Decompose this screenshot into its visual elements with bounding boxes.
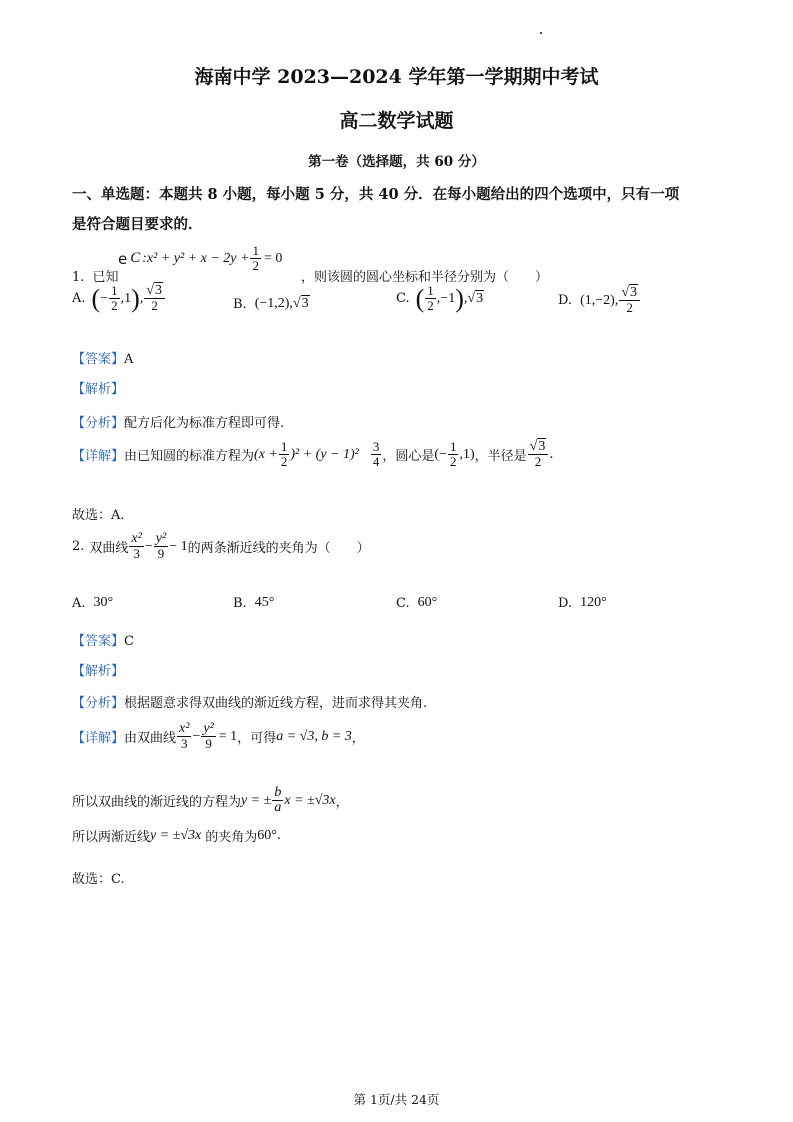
q1-detail-eq2: )² + (y − 1)²: [290, 446, 359, 462]
q1-known: 已知: [92, 270, 119, 285]
q1-d-radius-den: 2: [626, 300, 633, 315]
q2-choose: 故选：C.: [72, 872, 125, 887]
q1-detail-center-frac: [448, 440, 459, 469]
q2-detail-text-b: ，可得: [237, 731, 277, 746]
section-heading-line1: 一、单选题：本题共 8 小题，每小题 5 分，共 40 分．在每小题给出的四个选项中，只有一项: [72, 186, 680, 203]
q2-detail-x-num: x²: [179, 721, 190, 736]
q1-c-lparen: (: [415, 283, 425, 313]
q2-number: 2.: [72, 539, 85, 554]
q2-detail: [72, 722, 365, 751]
q1-detail-center-tail: ,1): [459, 446, 475, 462]
exam-subtitle: 高二数学试题: [339, 110, 454, 132]
q2-line3-eq: y = ±√3x: [150, 827, 202, 843]
q1-a-radius-den: 2: [151, 298, 158, 313]
q1-a-frac-num: 1: [111, 283, 118, 298]
q2-detail-frac-y: [201, 722, 215, 751]
q1-a-radius-num: √3: [144, 284, 165, 299]
q2-frac-y-num: y²: [155, 531, 167, 546]
q2-line2-b: b: [274, 785, 282, 800]
q1-a-y: ,1: [120, 290, 132, 306]
q1-option-d-label: D.: [558, 293, 573, 308]
q2-detail-x-den: 3: [180, 736, 188, 751]
q1-b-radius: √3: [292, 296, 309, 311]
q1-c-frac-den: 2: [427, 298, 434, 313]
q2-detail-ab: a = √3, b = 3: [276, 728, 352, 744]
q1-equation: [118, 244, 282, 273]
q2-asymptote-line: [72, 786, 349, 815]
q2-option-c: [396, 595, 437, 611]
q2-answer-label: 【答案】: [72, 634, 125, 649]
q2-option-a: [72, 595, 113, 611]
q1-option-a-label: A.: [72, 291, 86, 306]
q1-a-sqrt-rad: 3: [154, 283, 162, 298]
q1-d-radius: [619, 286, 640, 315]
q1-fenxi: [72, 412, 284, 431]
q1-c-frac: [425, 284, 436, 313]
section-heading-line2: 是符合题目要求的．: [72, 216, 203, 233]
q2-line2-frac: [272, 786, 283, 815]
q1-option-d: [558, 286, 641, 315]
q2-line3-value: 60°: [257, 827, 277, 843]
q2-fenxi-label: 【分析】: [72, 696, 125, 711]
q1-eq-tail: = 0: [263, 250, 283, 266]
q1-c-frac-num: 1: [427, 283, 434, 298]
q1-d-sqrt-rad: 3: [630, 285, 638, 300]
q1-eq-frac: [250, 244, 261, 273]
q2-fenxi-text: 根据题意求得双曲线的渐近线方程，进而求得其夹角.: [124, 696, 428, 711]
q2-line2-end: ，: [335, 795, 349, 810]
q2-line3-text-a: 所以两渐近线: [72, 830, 151, 845]
q2-option-d-label: D.: [558, 595, 573, 611]
page-footer: 第 1页/共 24页: [353, 1092, 440, 1107]
q2-detail-text-c: ，: [351, 731, 365, 746]
q1-c-sqrt-rad: 3: [476, 290, 484, 306]
q2-angle-line: [72, 826, 281, 845]
q2-frac-y-den: 9: [157, 546, 165, 561]
volume-heading: 第一卷（选择题，共 60 分）: [308, 154, 485, 170]
q2-analysis-label: 【解析】: [72, 664, 125, 679]
q1-detail-frac-half: [279, 440, 290, 469]
q2-line3-text-b: 的夹角为: [205, 830, 258, 845]
q2-option-d: [558, 595, 607, 611]
q1-c-comma: ,: [463, 290, 468, 306]
q1-c-y: ,−1: [436, 290, 456, 306]
q1-option-c-label: C.: [396, 291, 410, 306]
q1-fenxi-label: 【分析】: [72, 416, 125, 431]
q2-detail-label: 【详解】: [72, 731, 125, 746]
q2-lead: 双曲线: [89, 541, 129, 556]
q2-detail-text-a: 由双曲线: [124, 731, 177, 746]
q1-fenxi-text: 配方后化为标准方程即可得.: [124, 416, 285, 431]
q2-line2-y: y = ±: [241, 792, 272, 808]
q1-detail-half-den: 2: [280, 454, 288, 469]
q2-option-c-label: C.: [396, 595, 410, 611]
q2-answer: [72, 630, 134, 649]
q2-line3-end: .: [276, 828, 282, 843]
q1-detail-text-c: ，半径是: [474, 449, 527, 464]
q2-option-b-label: B.: [233, 595, 247, 611]
q1-option-b: [233, 296, 310, 312]
q2-frac-y: [154, 532, 168, 561]
q1-answer-label: 【答案】: [72, 352, 125, 367]
q1-eq-e: e: [118, 249, 128, 268]
q1-option-c: [396, 284, 484, 313]
q2-frac-x-den: 3: [133, 546, 140, 561]
q2-option-b-value: 45°: [254, 595, 275, 610]
q1-eq-c: C: [130, 250, 141, 266]
q1-a-radius: [144, 284, 165, 313]
q1-detail-radius-num: √3: [528, 440, 549, 455]
q1-detail-center-den: 2: [449, 454, 457, 469]
q1-a-frac-den: 2: [111, 298, 118, 313]
q1-eq-frac-num: 1: [252, 243, 259, 258]
q1-detail-34-num: 3: [372, 439, 380, 454]
q1-option-a: [72, 284, 166, 313]
q1-detail-radius: [528, 440, 549, 469]
q1-detail-sqrt-rad: 3: [538, 439, 546, 454]
q2-option-a-value: 30°: [93, 595, 114, 610]
q1-d-center: (1,−2),: [580, 292, 619, 308]
q1-d-radius-num: √3: [619, 286, 640, 301]
exam-title: 海南中学 2023—2024 学年第一学期期中考试: [194, 66, 599, 88]
q2-answer-value: C: [124, 634, 134, 649]
q1-detail-frac-34: [371, 440, 382, 469]
q2-detail-minus: −: [192, 728, 201, 744]
q1-a-frac: [109, 284, 120, 313]
q1-detail-34-den: 4: [372, 454, 380, 469]
q2-detail-y-num: y²: [203, 721, 214, 736]
q1-a-lparen: (: [91, 283, 101, 313]
q1-analysis-label: 【解析】: [72, 382, 125, 397]
q1-option-b-label: B.: [233, 296, 247, 312]
q1-choose: 故选：A.: [72, 508, 125, 523]
q1-c-rparen: ): [455, 283, 464, 313]
q2-detail-eq: = 1: [218, 728, 238, 744]
q2-fenxi: [72, 692, 427, 711]
q2-stem-text: 的两条渐近线的夹角为（ ）: [187, 541, 370, 556]
q1-answer-value: A: [124, 352, 134, 367]
q1-detail-eq1: (x +: [254, 446, 278, 462]
q1-a-neg: −: [100, 290, 109, 306]
q1-a-rparen: ): [131, 283, 140, 313]
q1-a-comma: ,: [139, 290, 144, 306]
q1-detail-center-num: 1: [449, 439, 457, 454]
q2-eq-tail: − 1: [169, 538, 188, 554]
q2-frac-x-num: x²: [131, 531, 142, 546]
scan-dot: [540, 32, 542, 34]
q2-detail-y-den: 9: [205, 736, 212, 751]
q2-line2-a: a: [274, 800, 282, 815]
q1-c-radius: √3: [467, 290, 484, 306]
q2-option-a-label: A.: [72, 595, 86, 611]
q1-detail-period: .: [549, 447, 554, 462]
q2-detail-frac-x: [177, 722, 191, 751]
q1-b-sqrt-rad: 3: [301, 296, 309, 311]
q2-minus: −: [144, 538, 153, 554]
q1-answer: [72, 348, 133, 367]
q2-stem: [72, 532, 370, 561]
q2-option-d-value: 120°: [580, 595, 607, 610]
q1-detail-center: (−: [434, 446, 447, 462]
q2-frac-x: [129, 532, 143, 561]
q1-number: 1.: [72, 270, 85, 285]
q1-detail: [72, 440, 553, 469]
q2-line2-tail: x = ±√3x: [284, 792, 336, 808]
q1-eq-frac-den: 2: [252, 258, 259, 273]
q1-stem: ，则该圆的圆心坐标和半径分别为（ ）: [301, 270, 549, 285]
q1-eq-body: :x² + y² + x − 2y +: [142, 250, 250, 266]
q2-option-c-value: 60°: [417, 595, 438, 610]
q1-detail-label: 【详解】: [72, 449, 125, 464]
q1-detail-half-num: 1: [280, 439, 288, 454]
q1-b-center: (−1,2),: [254, 296, 293, 311]
q2-line2-text: 所以双曲线的渐近线的方程为: [72, 795, 242, 810]
q1-detail-text-b: ，圆心是: [382, 449, 435, 464]
q2-option-b: [233, 595, 274, 611]
q1-detail-radius-den: 2: [534, 454, 542, 469]
q1-detail-text-a: 由已知圆的标准方程为: [124, 449, 255, 464]
